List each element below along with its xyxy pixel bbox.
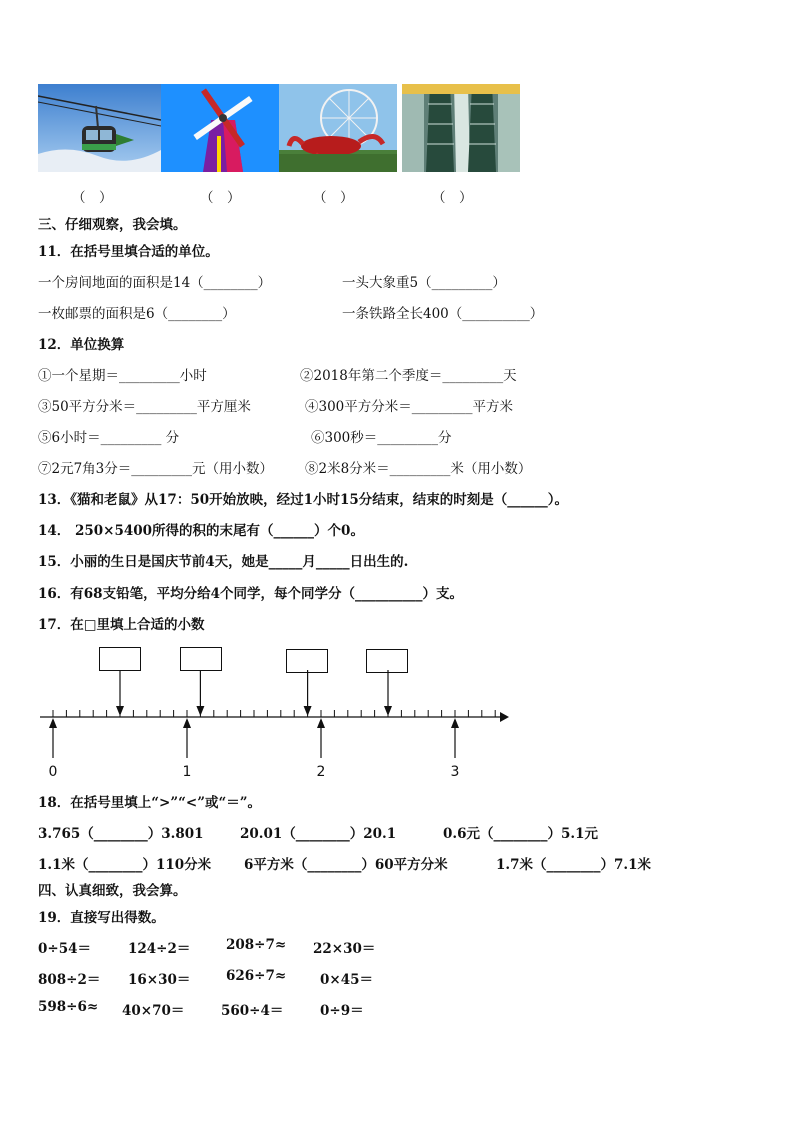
question-12-title: 12．单位换算 [38, 337, 125, 353]
question-12-item-8: ⑧2米8分米＝_________米（用小数） [305, 461, 532, 477]
question-18-item-3: 0.6元（________）5.1元 [443, 826, 598, 842]
pointer-arrowhead [196, 706, 204, 716]
pointer-arrowhead [116, 706, 124, 716]
question-18-item-6: 1.7米（________）7.1米 [496, 857, 651, 873]
calc-item-2: 124÷2＝ [128, 941, 191, 957]
calc-item-4: 22×30＝ [313, 941, 376, 957]
calc-item-8: 0×45＝ [320, 972, 373, 988]
calc-item-12: 0÷9＝ [320, 1003, 364, 1019]
calc-item-1: 0÷54＝ [38, 941, 91, 957]
axis-label: 2 [316, 764, 326, 780]
question-12-item-4: ④300平方分米＝_________平方米 [305, 399, 514, 415]
question-11-item-2: 一头大象重5（_________） [342, 275, 506, 291]
integer-marker-arrowhead [183, 718, 191, 728]
question-18-item-5: 6平方米（________）60平方分米 [244, 857, 448, 873]
calc-item-3: 208÷7≈ [226, 937, 287, 953]
escalator-photo [402, 84, 520, 172]
question-16: 16．有68支铅笔，平均分给4个同学，每个同学分（__________）支。 [38, 586, 463, 602]
integer-marker-arrowhead [451, 718, 459, 728]
integer-marker-arrowhead [49, 718, 57, 728]
number-line-arrowhead [500, 712, 509, 722]
question-18-item-1: 3.765（________）3.801 [38, 826, 204, 842]
question-12-item-7: ⑦2元7角3分＝_________元（用小数） [38, 461, 274, 477]
axis-label: 1 [182, 764, 192, 780]
section-three-title: 三、仔细观察，我会填。 [38, 217, 187, 233]
calc-item-6: 16×30＝ [128, 972, 191, 988]
calc-item-7: 626÷7≈ [226, 968, 287, 984]
calc-item-11: 560÷4＝ [221, 1003, 284, 1019]
windmill-photo [161, 84, 279, 172]
photo-caption-2: （ ） [200, 190, 241, 206]
calc-item-10: 40×70＝ [122, 1003, 185, 1019]
question-19-title: 19．直接写出得数。 [38, 910, 165, 926]
question-18-item-4: 1.1米（________）110分米 [38, 857, 212, 873]
question-17-title: 17．在□里填上合适的小数 [38, 617, 205, 633]
section-four-title: 四、认真细致，我会算。 [38, 883, 187, 899]
pointer-arrowhead [384, 706, 392, 716]
question-11-item-3: 一枚邮票的面积是6（________） [38, 306, 236, 322]
number-line [0, 668, 794, 788]
question-12-item-3: ③50平方分米＝_________平方厘米 [38, 399, 251, 415]
axis-label: 3 [450, 764, 460, 780]
axis-label: 0 [48, 764, 58, 780]
question-18-item-2: 20.01（________）20.1 [240, 826, 397, 842]
question-11-item-1: 一个房间地面的面积是14（________） [38, 275, 272, 291]
photo-caption-3: （ ） [313, 190, 354, 206]
question-11-item-4: 一条铁路全长400（__________） [342, 306, 544, 322]
question-14: 14． 250×5400所得的积的末尾有（______）个0。 [38, 523, 364, 539]
question-12-item-5: ⑤6小时＝_________ 分 [38, 430, 180, 446]
question-18-title: 18．在括号里填上“>”“<”或“＝”。 [38, 795, 262, 811]
ferris-wheel-photo [279, 84, 397, 172]
calc-item-9: 598÷6≈ [38, 999, 99, 1015]
question-11-title: 11．在括号里填合适的单位。 [38, 244, 219, 260]
question-12-item-6: ⑥300秒＝_________分 [311, 430, 452, 446]
question-13: 13．《猫和老鼠》从17：50开始放映，经过1小时15分结束，结束的时刻是（______）。 [38, 492, 569, 508]
question-12-item-1: ①一个星期＝_________小时 [38, 368, 207, 384]
cable-car-photo [38, 84, 161, 172]
question-15: 15．小丽的生日是国庆节前4天，她是_____月_____日出生的. [38, 554, 409, 570]
photo-caption-4: （ ） [432, 190, 473, 206]
question-12-item-2: ②2018年第二个季度＝_________天 [300, 368, 517, 384]
photo-caption-1: （ ） [72, 190, 113, 206]
integer-marker-arrowhead [317, 718, 325, 728]
calc-item-5: 808÷2＝ [38, 972, 101, 988]
pointer-arrowhead [304, 706, 312, 716]
